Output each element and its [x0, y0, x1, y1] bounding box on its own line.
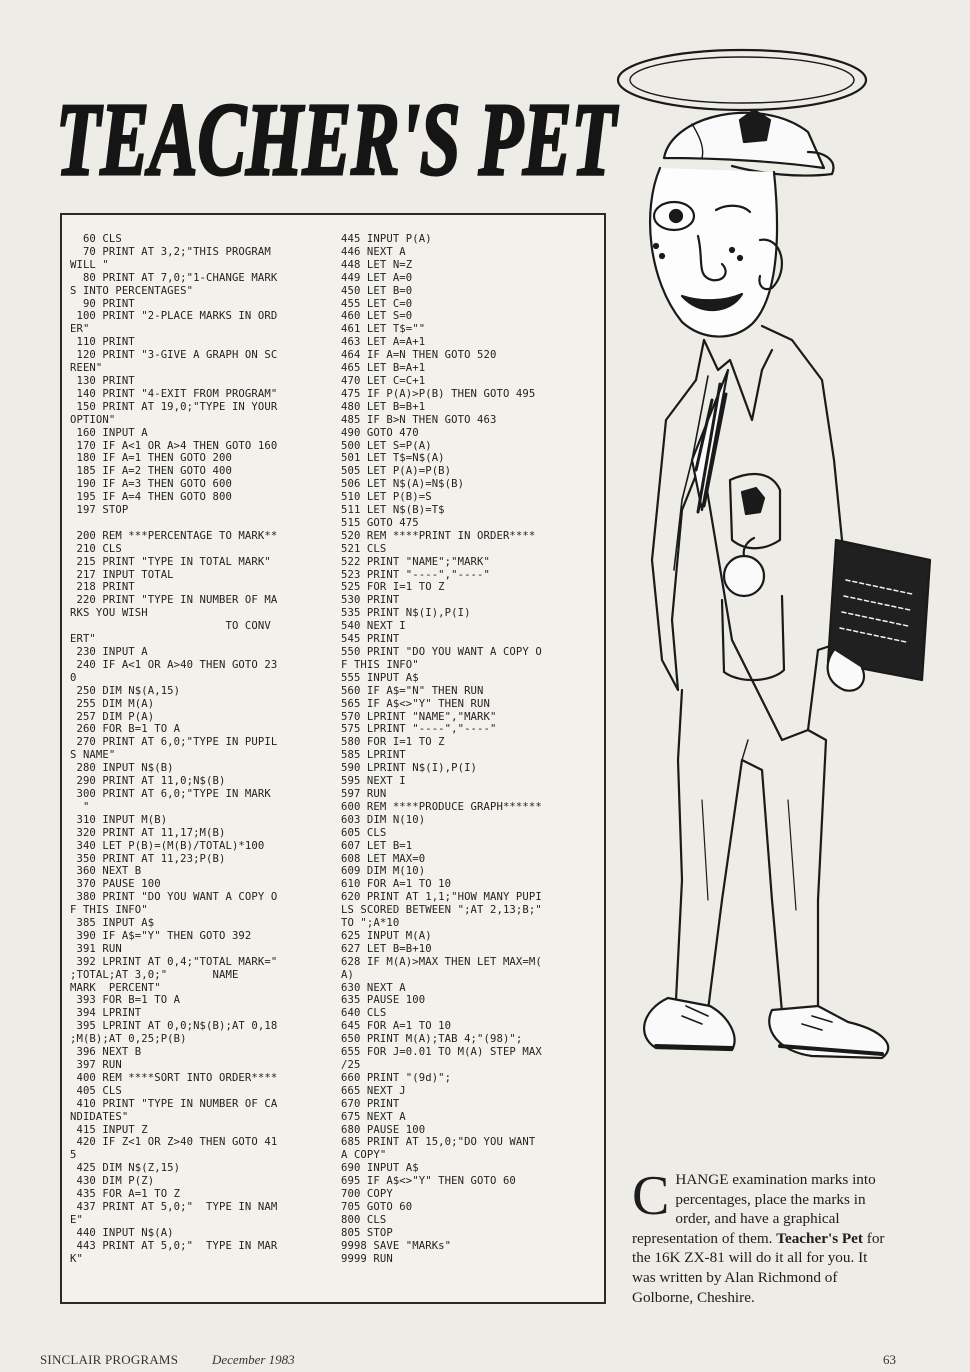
apple-icon [722, 538, 784, 680]
intro-rest-text: for the 16K ZX-81 will do it all for you. It was written by Alan Richmond of Golborne, Cheshire. [632, 1229, 885, 1306]
title-text: TEACHER'S PET [56, 82, 619, 197]
schoolboy-illustration [612, 40, 964, 1080]
article-intro [632, 1165, 894, 1307]
page-number: 63 [883, 1352, 896, 1367]
listing-left-column: 60 CLS 70 PRINT AT 3,2;"THIS PROGRAM WILL " 80 PRINT AT 7,0;"1-CHANGE MARK S INTO PERCENTAGES" 90 PRINT 100 PRINT "2-PLACE MARKS IN ORD ER" 110 PRINT 120 PRINT "3-GIVE A GRAPH ON SC REEN" 130 PRINT 140 PRINT "4-EXIT FROM PROGRAM" 150 PRINT AT 19,0;"TYPE IN YOUR OPTION" 160 INPUT A 170 IF A<1 OR A>4 THEN GOTO 160 180 IF A=1 THEN GOTO 200 185 IF A=2 THEN GOTO 400 190 IF A=3 THEN GOTO 600 195 IF A=4 THEN GOTO 800 197 STOP 200 REM ***PERCENTAGE TO MARK** 210 CLS 215 PRINT "TYPE IN TOTAL MARK" 217 INPUT TOTAL 218 PRINT 220 PRINT "TYPE IN NUMBER OF MA RKS YOU WISH TO CONV ERT" 230 INPUT A 240 IF A<1 OR A>40 THEN GOTO 23 0 250 DIM N$(A,15) 255 DIM M(A) 257 DIM P(A) 260 FOR B=1 TO A 270 PRINT AT 6,0;"TYPE IN PUPIL S NAME" 280 INPUT N$(B) 290 PRINT AT 11,0;N$(B) 300 PRINT AT 6,0;"TYPE IN MARK " 310 INPUT M(B) 320 PRINT AT 11,17;M(B) 340 LET P(B)=(M(B)/TOTAL)*100 350 PRINT AT 11,23;P(B) 360 NEXT B 370 PAUSE 100 380 PRINT "DO YOU WANT A COPY O F THIS INFO" 385 INPUT A$ 390 IF A$="Y" THEN GOTO 392 391 RUN 392 LPRINT AT 0,4;"TOTAL MARK=" ;TOTAL;AT 3,0;" NAME MARK PERCENT" 393 FOR B=1 TO A 394 LPRINT 395 LPRINT AT 0,0;N$(B);AT 0,18 ;M(B);AT 0,25;P(B) 396 NEXT B 397 RUN 400 REM ****SORT INTO ORDER**** 405 CLS 410 PRINT "TYPE IN NUMBER OF CA NDIDATES" 415 INPUT Z 420 IF Z<1 OR Z>40 THEN GOTO 41 5 425 DIM N$(Z,15) 430 DIM P(Z) 435 FOR A=1 TO Z 437 PRINT AT 5,0;" TYPE IN NAM E" 440 INPUT N$(A) 443 PRINT AT 5,0;" TYPE IN MAR K" [70, 233, 278, 1265]
program-listing [60, 213, 606, 1304]
drop-cap: C [632, 1165, 670, 1227]
intro-lead-text: HANGE examination marks into percentages, place the marks in order, and have a graphical representation of them. [632, 1171, 876, 1247]
listing-right-column: 445 INPUT P(A) 446 NEXT A 448 LET N=Z 449 LET A=0 450 LET B=0 455 LET C=0 460 LET S=0 461 LET T$="" 463 LET A=A+1 464 IF A=N THEN GOTO 520 465 LET B=A+1 470 LET C=C+1 475 IF P(A)>P(B) THEN GOTO 495 480 LET B=B+1 485 IF B>N THEN GOTO 463 490 GOTO 470 500 LET S=P(A) 501 LET T$=N$(A) 505 LET P(A)=P(B) 506 LET N$(A)=N$(B) 510 LET P(B)=S 511 LET N$(B)=T$ 515 GOTO 475 520 REM ****PRINT IN ORDER**** 521 CLS 522 PRINT "NAME";"MARK" 523 PRINT "----","----" 525 FOR I=1 TO Z 530 PRINT 535 PRINT N$(I),P(I) 540 NEXT I 545 PRINT 550 PRINT "DO YOU WANT A COPY O F THIS INFO" 555 INPUT A$ 560 IF A$="N" THEN RUN 565 IF A$<>"Y" THEN RUN 570 LPRINT "NAME","MARK" 575 LPRINT "----","----" 580 FOR I=1 TO Z 585 LPRINT 590 LPRINT N$(I),P(I) 595 NEXT I 597 RUN 600 REM ****PRODUCE GRAPH****** 603 DIM N(10) 605 CLS 607 LET B=1 608 LET MAX=0 609 DIM M(10) 610 FOR A=1 TO 10 620 PRINT AT 1,1;"HOW MANY PUPI LS SCORED BETWEEN ";AT 2,13;B;" TO ";A*10 625 INPUT M(A) 627 LET B=B+10 628 IF M(A)>MAX THEN LET MAX=M( A) 630 NEXT A 635 PAUSE 100 640 CLS 645 FOR A=1 TO 10 650 PRINT M(A);TAB 4;"(98)"; 655 FOR J=0.01 TO M(A) STEP MAX /25 660 PRINT "(9d)"; 665 NEXT J 670 PRINT 675 NEXT A 680 PAUSE 100 685 PRINT AT 15,0;"DO YOU WANT A COPY" 690 INPUT A$ 695 IF A$<>"Y" THEN GOTO 60 700 COPY 705 GOTO 60 800 CLS 805 STOP 9998 SAVE "MARKs" 9999 RUN [341, 233, 542, 1265]
issue-date: December 1983 [212, 1352, 295, 1367]
school-cap-icon [664, 110, 833, 176]
zx81-computer-icon [828, 540, 930, 691]
trousers-icon [676, 690, 826, 1012]
face-icon [650, 168, 782, 337]
blazer-icon [652, 326, 848, 740]
magazine-name: SINCLAIR PROGRAMS [40, 1352, 179, 1367]
page-title [52, 82, 622, 197]
page-footer [40, 1352, 896, 1372]
program-name: Teacher's Pet [776, 1229, 863, 1247]
shoes-icon [644, 998, 888, 1058]
title-lettering [52, 82, 622, 197]
halo-icon [618, 50, 866, 110]
